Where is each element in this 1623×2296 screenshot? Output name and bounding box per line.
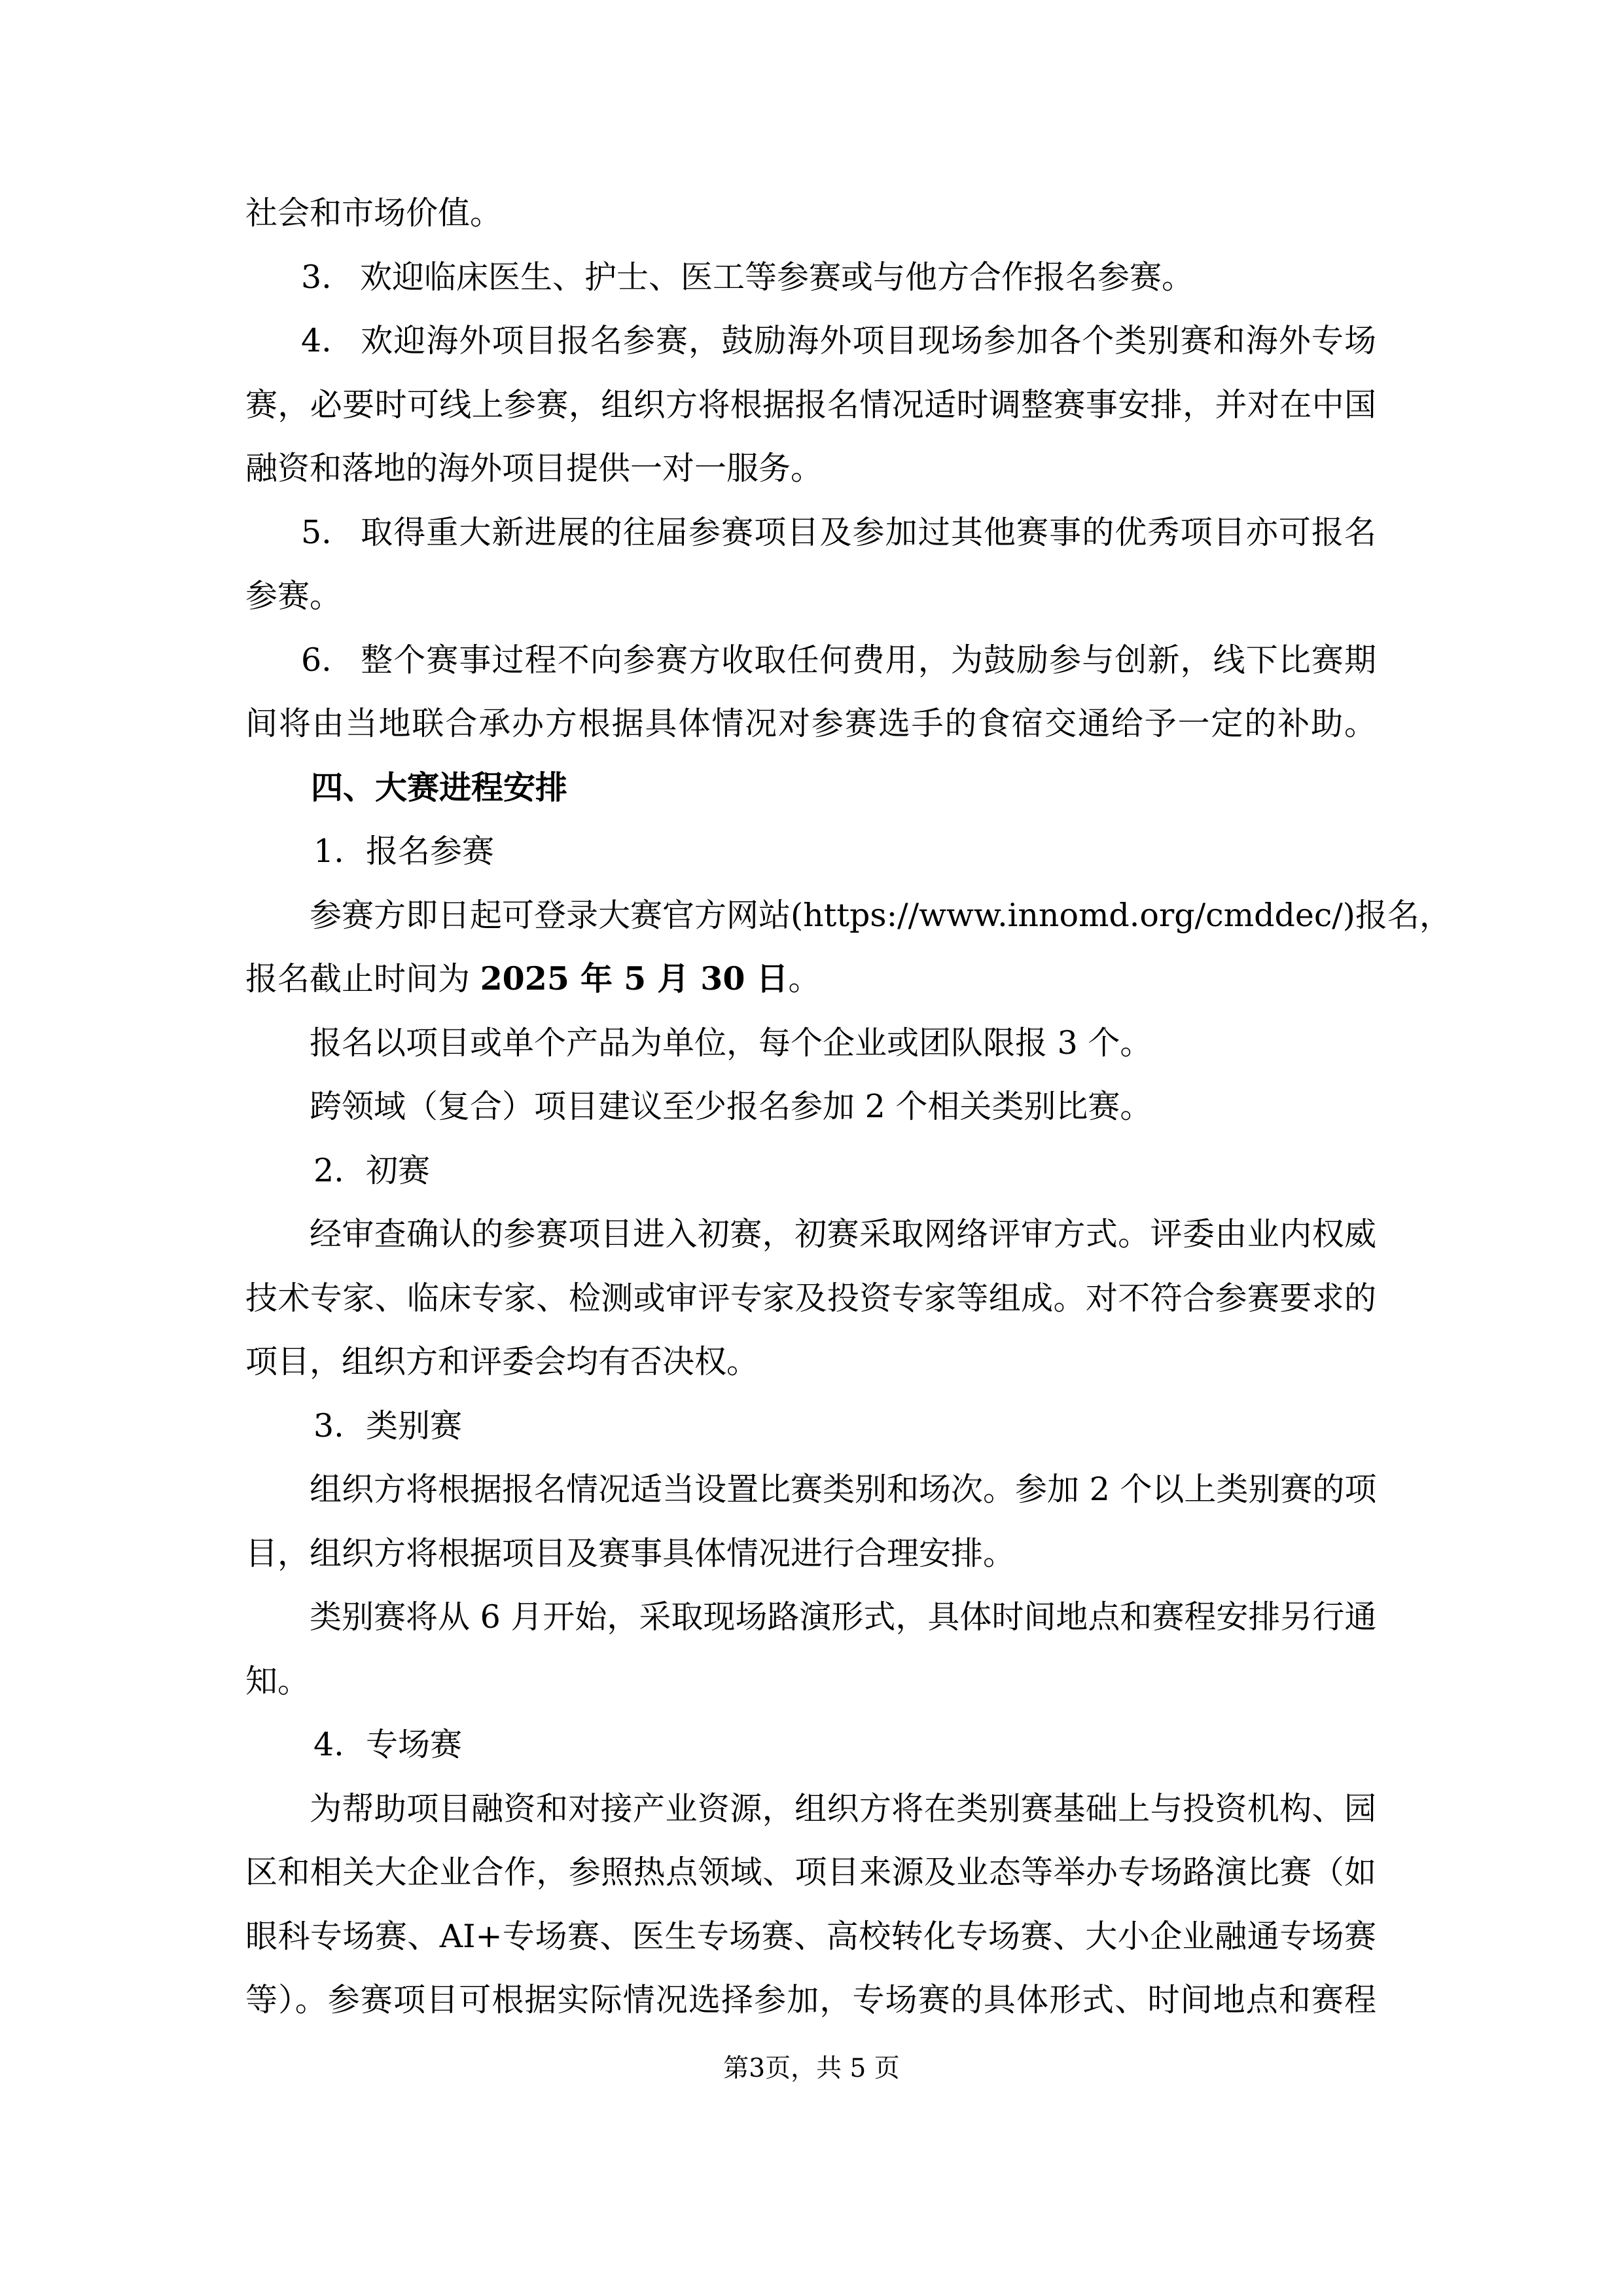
bold-text-run: 2025 年 5 月 30 日	[480, 960, 789, 997]
list-number: 5.	[301, 513, 332, 551]
list-number: 4.	[313, 1726, 344, 1763]
text-run: 跨领域（复合）项目建议至少报名参加 2 个相关类别比赛。	[310, 1088, 1152, 1125]
text-line	[245, 437, 1376, 501]
text-line	[245, 1968, 1376, 2032]
list-number: 1.	[313, 833, 344, 870]
page-number-footer: 第3页，共 5 页	[723, 2054, 900, 2083]
text-run: 类别赛将从 6 月开始，采取现场路演形式，具体时间地点和赛程安排另行通	[310, 1598, 1377, 1636]
text-run: 报名截止时间为	[245, 960, 480, 997]
text-line	[245, 1522, 1376, 1586]
text-line	[245, 1905, 1376, 1969]
list-number: 6.	[301, 641, 332, 679]
text-line	[245, 1649, 1376, 1713]
text-line	[245, 1777, 1376, 1841]
text-run: 目，组织方将根据项目及赛事具体情况进行合理安排。	[245, 1534, 1016, 1572]
text-line	[245, 947, 1376, 1011]
text-line	[245, 1266, 1376, 1331]
section-heading	[245, 756, 1376, 820]
text-line	[245, 628, 1376, 692]
text-run: 欢迎临床医生、护士、医工等参赛或与他方合作报名参赛。	[360, 258, 1194, 296]
text-line	[245, 245, 1376, 310]
text-line	[245, 1394, 1376, 1458]
list-number: 3.	[313, 1407, 344, 1444]
text-run: 参赛。	[245, 577, 342, 615]
text-run: 区和相关大企业合作，参照热点领域、项目来源及业态等举办专场路演比赛（如	[245, 1854, 1376, 1891]
text-run: 为帮助项目融资和对接产业资源，组织方将在类别赛基础上与投资机构、园	[310, 1789, 1376, 1827]
text-line	[245, 1011, 1376, 1075]
text-line	[245, 692, 1376, 756]
text-line	[245, 564, 1376, 628]
text-run: 组织方将根据报名情况适当设置比赛类别和场次。参加 2 个以上类别赛的项	[310, 1471, 1377, 1508]
text-run: 报名以项目或单个产品为单位，每个企业或团队限报 3 个。	[310, 1024, 1152, 1062]
text-run: 取得重大新进展的往届参赛项目及参加过其他赛事的优秀项目亦可报名	[360, 513, 1376, 551]
text-run: 等）。参赛项目可根据实际情况选择参加，专场赛的具体形式、时间地点和赛程	[245, 1981, 1376, 2018]
text-run: 初赛	[366, 1151, 431, 1189]
text-run: 眼科专场赛、AI+专场赛、医生专场赛、高校转化专场赛、大小企业融通专场赛	[245, 1917, 1376, 1955]
text-line	[245, 1330, 1376, 1394]
text-run: 融资和落地的海外项目提供一对一服务。	[245, 450, 823, 487]
text-line	[245, 1713, 1376, 1777]
list-number: 2.	[313, 1151, 344, 1189]
text-line	[245, 1202, 1376, 1266]
text-run: 专场赛	[366, 1726, 463, 1763]
text-run: 四、大赛进程安排	[311, 768, 568, 806]
text-line	[245, 1139, 1376, 1203]
text-run: 整个赛事过程不向参赛方收取任何费用，为鼓励参与创新，线下比赛期	[360, 641, 1376, 679]
list-number: 3.	[301, 258, 332, 296]
text-run: 经审查确认的参赛项目进入初赛，初赛采取网络评审方式。评委由业内权威	[310, 1215, 1376, 1253]
text-run: 项目，组织方和评委会均有否决权。	[245, 1343, 759, 1380]
list-number: 4.	[301, 322, 332, 359]
text-run: 欢迎海外项目报名参赛，鼓励海外项目现场参加各个类别赛和海外专场	[360, 322, 1376, 359]
text-line	[245, 819, 1376, 884]
text-line	[245, 884, 1452, 948]
text-line	[245, 373, 1376, 437]
text-run: 参赛方即日起可登录大赛官方网站(https://www.innomd.org/cmddec/)报名，	[310, 896, 1452, 934]
text-run: 技术专家、临床专家、检测或审评专家及投资专家等组成。对不符合参赛要求的	[245, 1279, 1376, 1317]
text-line	[245, 309, 1376, 373]
text-run: 赛，必要时可线上参赛，组织方将根据报名情况适时调整赛事安排，并对在中国	[245, 386, 1376, 423]
text-line	[245, 501, 1376, 565]
text-line	[245, 181, 1376, 245]
text-run: 社会和市场价值。	[245, 194, 503, 232]
text-line	[245, 1458, 1376, 1522]
text-run: 类别赛	[366, 1407, 463, 1444]
text-run: 间将由当地联合承办方根据具体情况对参赛选手的食宿交通给予一定的补助。	[245, 705, 1376, 742]
text-run: 报名参赛	[366, 833, 495, 870]
text-line	[245, 1075, 1376, 1139]
document-body	[245, 181, 1452, 2032]
text-line	[245, 1840, 1376, 1905]
text-run: 知。	[245, 1662, 310, 1700]
text-line	[245, 1585, 1376, 1649]
text-run: 。	[788, 960, 821, 997]
